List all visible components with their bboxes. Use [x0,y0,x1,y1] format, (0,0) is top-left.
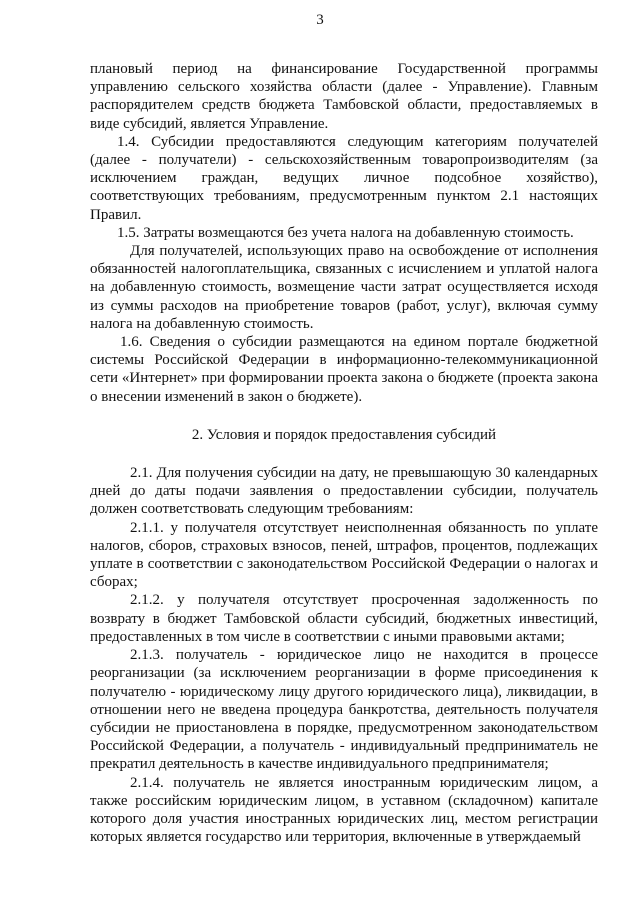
paragraph-1-6: 1.6. Сведения о субсидии размещаются на едином портале бюджетной системы Российской Федерации в информационно-телекоммуникационной сети «Интернет» при формировании проекта закона о бюджете (проекта закона о внесении изменений в закон о бюджете). [90,334,598,405]
section-heading-2: 2. Условия и порядок предоставления субсидий [191,426,497,443]
document-body [90,60,598,846]
paragraph-continuation: плановый период на финансирование Государственной программы управлению сельского хозяйства области (далее - Управление). Главным распорядителем средств бюджета Тамбовской области, предоставляемых в виде субсидий, является Управление. [90,61,598,132]
paragraph-2-1-2: 2.1.2. у получателя отсутствует просроченная задолженность по возврату в бюджет Тамбовской области субсидий, бюджетных инвестиций, предоставленных в том числе в соответствии с иными правовыми актами; [90,592,598,645]
paragraph-2-1-1: 2.1.1. у получателя отсутствует неисполненная обязанность по уплате налогов, сборов, страховых взносов, пеней, штрафов, процентов, подлежащих уплате в соответствии с законодательством Российской Федерации о налогах и сборах; [90,519,598,591]
paragraph-1-4: 1.4. Субсидии предоставляются следующим категориям получателей (далее - получатели) - сельскохозяйственным товаропроизводителям (за исключением граждан, ведущих личное подсобное хозяйство), соответствующих требованиям, предусмотренным пунктом 2.1 настоящих Правил. [90,133,598,223]
paragraph-2-1-3: 2.1.3. получатель - юридическое лицо не находится в процессе реорганизации (за исключением реорганизации в форме присоединения к получателю - юридическому лицу другого юридического лица), ликвидации, в отношении него не введена процедура банкротства, деятельность получателя субсидии не приостановлена в порядке, предусмотренном законодательством Российской Федерации, а получатель - индивидуальный предприниматель не прекратил деятельность в качестве индивидуального предпринимателя; [90,647,598,773]
paragraph-1-5: 1.5. Затраты возмещаются без учета налога на добавленную стоимость. [117,224,574,241]
paragraph-2-1-4: 2.1.4. получатель не является иностранным юридическим лицом, а также российским юридическим лицом, в уставном (складочном) капитале которого доля участия иностранных юридических лиц, местом регистрации которых является государство или территория, включенные в утверждаемый [90,774,598,846]
paragraph-vat-exemption: Для получателей, использующих право на освобождение от исполнения обязанностей налогоплательщика, связанных с исчислением и уплатой налога на добавленную стоимость, возмещение части затрат осуществляется исходя из суммы расходов на приобретение товаров (работ, услуг), включая сумму налога на добавленную стоимость. [90,243,598,332]
paragraph-2-1: 2.1. Для получения субсидии на дату, не превышающую 30 календарных дней до даты подачи заявления о предоставлении субсидии, получатель должен соответствовать следующим требованиям: [90,465,598,518]
page-number: 3 [316,12,324,28]
